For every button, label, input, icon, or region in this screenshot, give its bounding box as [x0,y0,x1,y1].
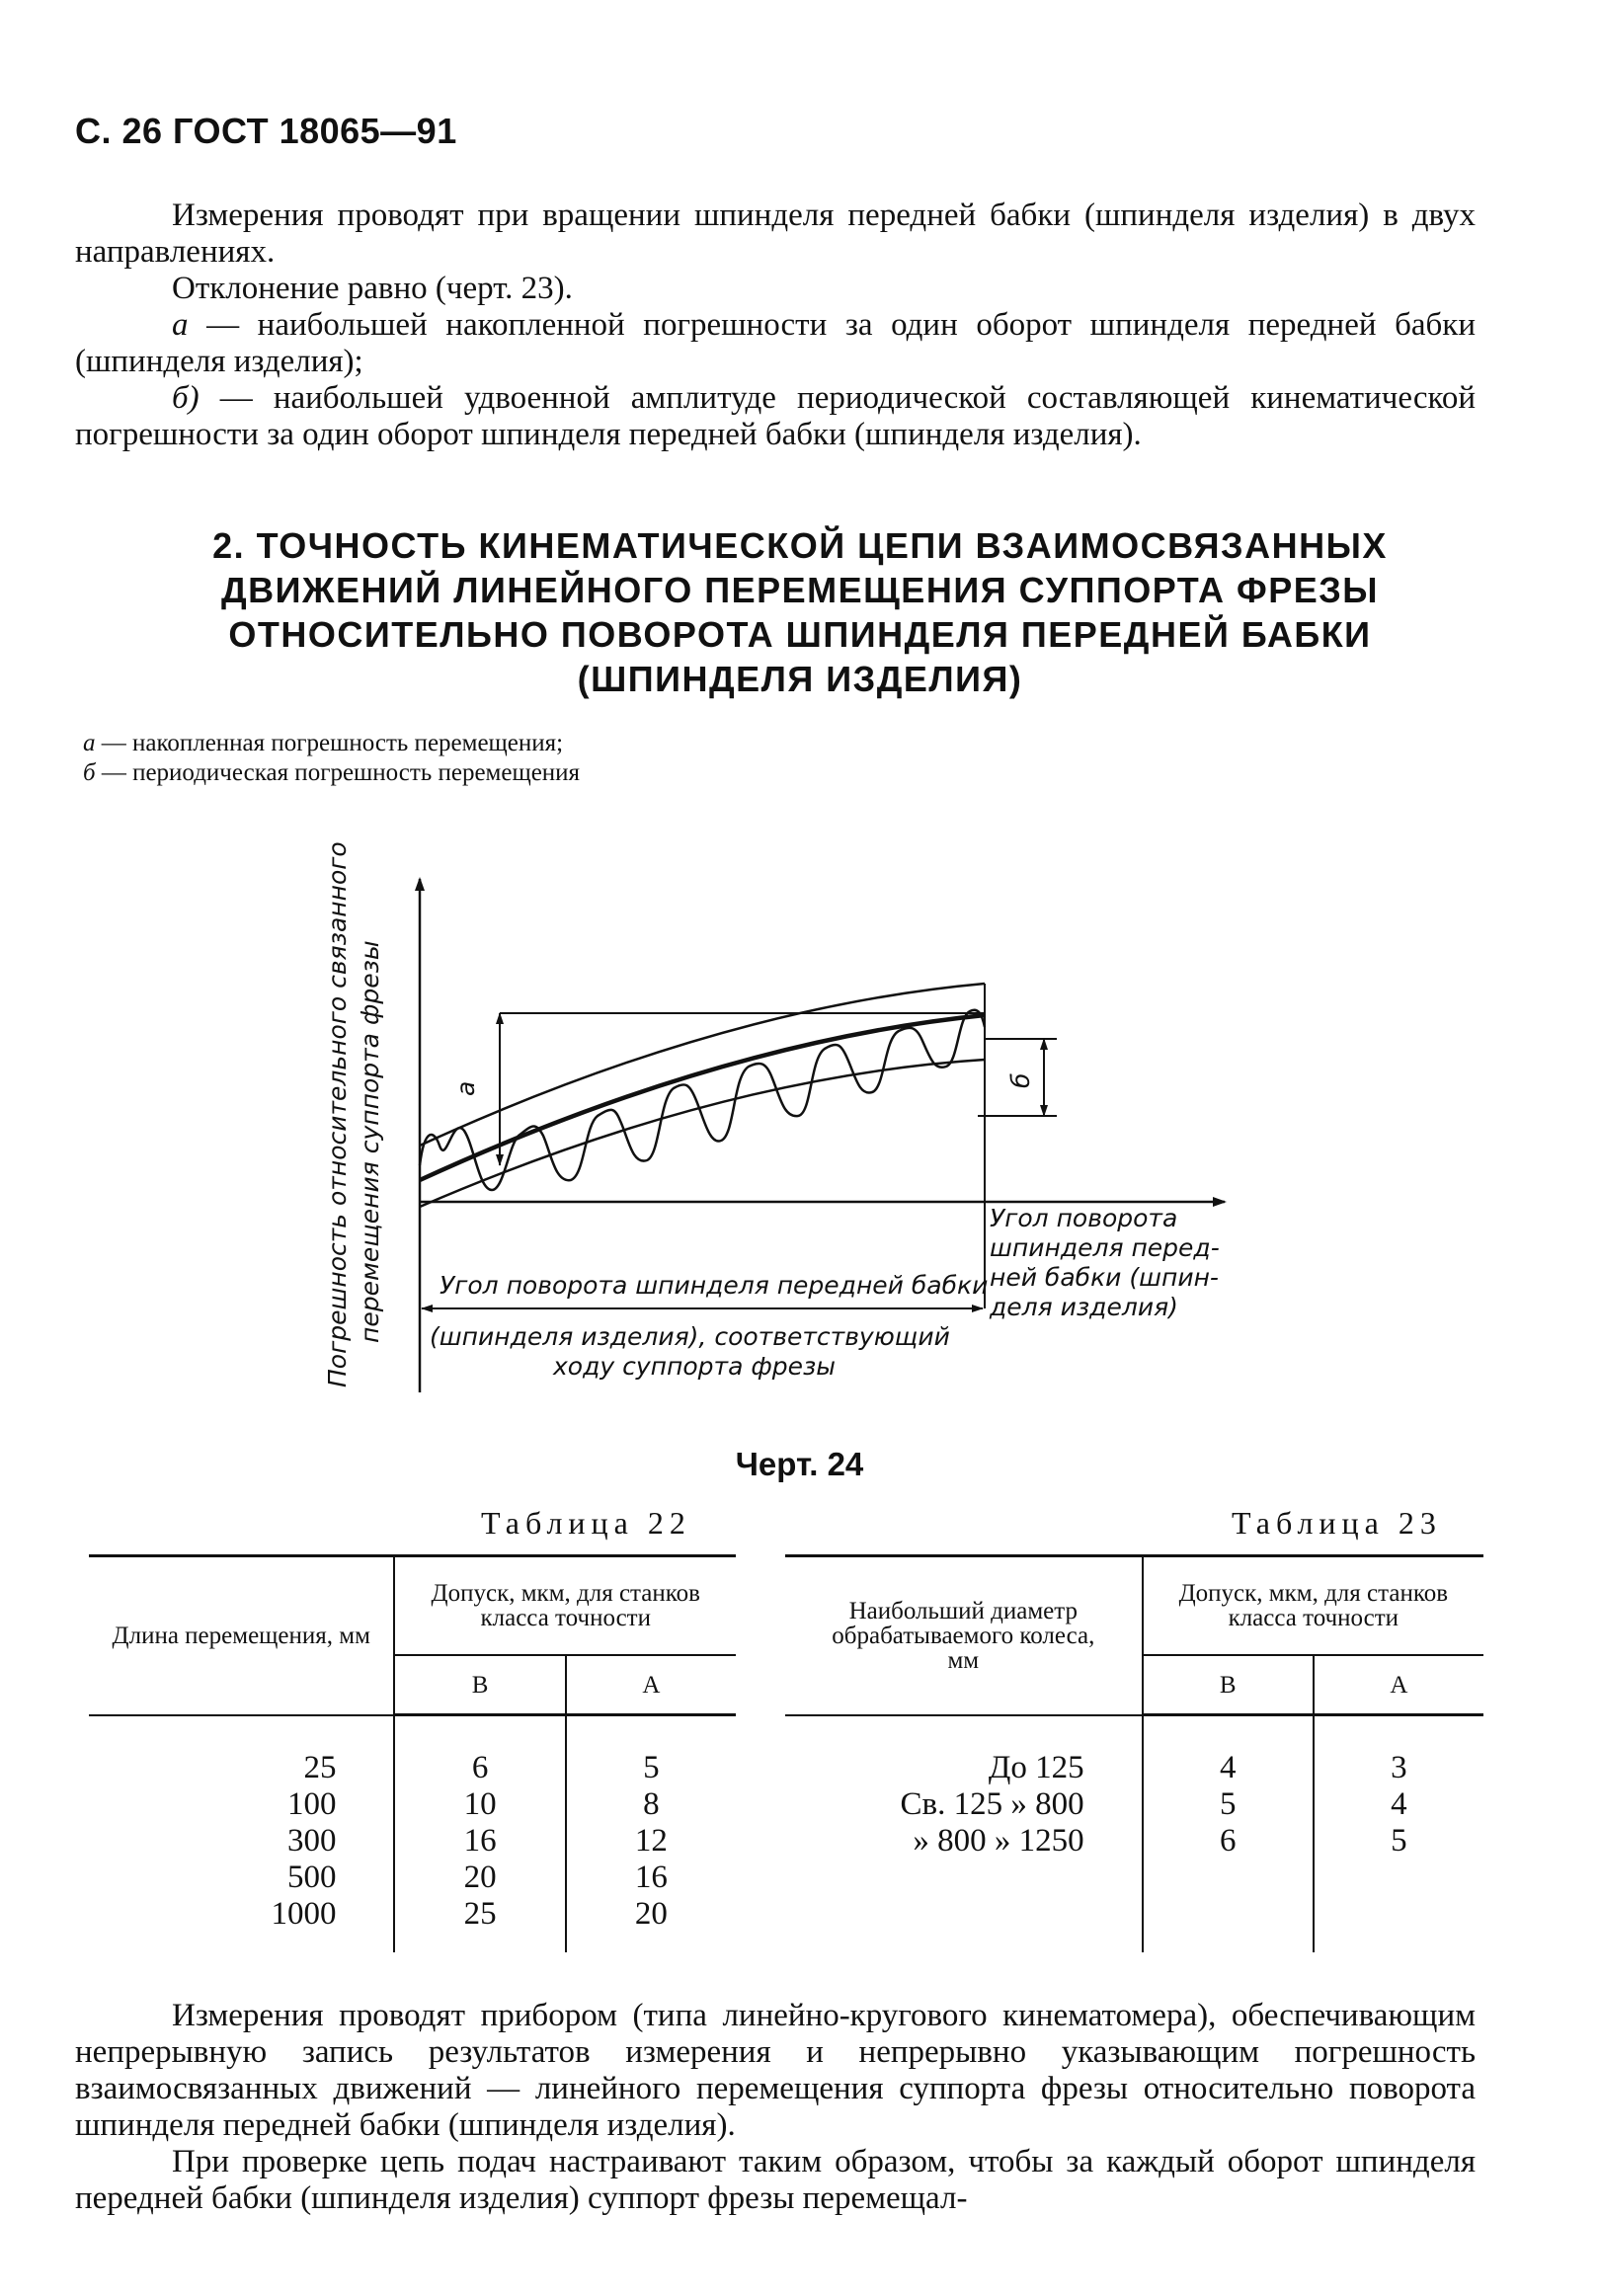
legend-b-text: — периодическая погрешность перемещения [95,759,581,786]
table-23 [785,1554,1483,1952]
legend-item-a [83,729,580,758]
table-22-class-b: В [394,1655,565,1715]
outro-paragraph-2: При проверке цепь подач настраивают таким образом, чтобы за каждый оборот шпинделя передней бабки (шпинделя изделия) суппорт фрезы перемещал- [75,2144,1476,2216]
table-22-class-a: А [566,1655,736,1715]
table-22-cell-class-a: 8 [566,1786,736,1823]
table-23-cell-empty [1143,1896,1314,1952]
table-22-cell-class-b: 6 [394,1715,565,1787]
table-row [89,1715,736,1787]
table-22 [89,1554,736,1952]
table-23-cell-class-b: 5 [1143,1786,1314,1823]
intro-paragraph-1: Измерения проводят при вращении шпинделя передней бабки (шпинделя изделия) в двух направлениях. [75,198,1476,270]
legend-item-b [83,758,580,788]
table-23-col-diameter-text: Наибольший диаметр обрабатываемого колеса, мм [832,1597,1095,1674]
section-heading-line-2: ДВИЖЕНИЙ ЛИНЕЙНОГО ПЕРЕМЕЩЕНИЯ СУППОРТА ФРЕЗЫ [220,570,1380,610]
table-22-cell-class-a: 20 [566,1896,736,1952]
table-23-cell-class-a: 3 [1314,1715,1483,1787]
table-22-cell-class-a: 16 [566,1860,736,1896]
table-23-cell-empty [785,1896,1143,1952]
outro-paragraph-1: Измерения проводят прибором (типа линейно-кругового кинематомера), обеспечивающим непрерывную запись результатов измерения и непрерывно указывающим погрешность взаимосвязанных движений — линейного перемещения суппорта фрезы относительно поворота шпинделя передней бабки (шпинделя изделия). [75,1998,1476,2143]
table-22-cell-length: 1000 [271,1896,337,1932]
table-row [89,1860,736,1896]
section-heading-line-1: 2. ТОЧНОСТЬ КИНЕМАТИЧЕСКОЙ ЦЕПИ ВЗАИМОСВЯЗАННЫХ [212,525,1388,566]
table-22-cell-class-a: 5 [566,1715,736,1787]
section-heading [119,523,1481,701]
table-22-body [89,1715,736,1953]
figure-caption: Черт. 24 [735,1446,864,1482]
table-23-class-a: А [1314,1655,1483,1715]
table-23-cell-diameter: До 125 [988,1749,1084,1785]
intro-paragraph-4 [75,380,1476,453]
table-23-class-b: В [1143,1655,1314,1715]
table-22-cell-length: 25 [303,1749,337,1785]
item-b-text: — наибольшей удвоенной амплитуде периодической составляющей кинематической погрешности за один оборот шпинделя передней бабки (шпинделя изделия). [75,380,1476,452]
table-22-cell-length: 300 [286,1823,337,1859]
outro-text [75,1998,1476,2217]
periodic-error-curve [420,1010,985,1190]
legend-a-text: — накопленная погрешность перемещения; [95,730,564,756]
table-row [89,1786,736,1823]
bottom-label-line-2: (шпинделя изделия), соответствующий [430,1322,950,1351]
table-23-cell-class-a: 4 [1314,1786,1483,1823]
table-22-group-header: Допуск, мкм, для станков класса точности [394,1556,736,1656]
table-row-empty [785,1896,1483,1952]
table-22-cell-class-b: 16 [394,1823,565,1860]
table-23-cell-class-a: 5 [1314,1823,1483,1860]
table-22-cell-length: 500 [286,1860,337,1895]
table-22-title: Таблица 22 [481,1505,691,1541]
bottom-label-line-3: ходу суппорта фрезы [553,1352,836,1381]
section-heading-line-4: (ШПИНДЕЛЯ ИЗДЕЛИЯ) [577,659,1023,699]
table-23-col-diameter [785,1556,1143,1715]
right-label-line-2: шпинделя перед- [990,1233,1220,1262]
table-23-body [785,1715,1483,1953]
item-a-marker: а [172,307,189,343]
intro-paragraph-3 [75,307,1476,380]
table-row [785,1823,1483,1860]
table-row [89,1896,736,1952]
table-23-title: Таблица 23 [1232,1505,1442,1541]
table-22-cell-class-a: 12 [566,1823,736,1860]
dimension-b-label: б [1006,1072,1035,1088]
table-22-cell-class-b: 10 [394,1786,565,1823]
table-row [785,1786,1483,1823]
table-23-cell-class-b: 6 [1143,1823,1314,1860]
bottom-label-line-1: Угол поворота шпинделя передней бабки [440,1271,989,1300]
legend-b-marker: б [83,759,96,786]
table-23-cell-diameter: Св. 125 » 800 [900,1786,1084,1822]
table-23-cell-empty [1143,1860,1314,1896]
legend-a-marker: а [83,730,96,756]
y-axis-label-line-2: перемещения суппорта фрезы [356,940,384,1343]
dimension-a-label: а [451,1080,480,1096]
table-row [785,1715,1483,1787]
table-22-cell-class-b: 20 [394,1860,565,1896]
table-22-cell-length: 100 [286,1786,337,1822]
y-axis-label-line-1: Погрешность относительного связанного [323,841,352,1387]
error-diagram [323,830,1235,1402]
table-23-cell-diameter: » 800 » 1250 [913,1823,1084,1859]
section-heading-line-3: ОТНОСИТЕЛЬНО ПОВОРОТА ШПИНДЕЛЯ ПЕРЕДНЕЙ БАБКИ [228,614,1372,655]
right-label-line-1: Угол поворота [990,1204,1178,1232]
table-23-cell-empty [1314,1896,1483,1952]
intro-text [75,198,1476,453]
item-b-marker: б) [172,380,200,416]
right-label-line-3: ней бабки (шпин- [990,1263,1219,1292]
intro-paragraph-2: Отклонение равно (черт. 23). [172,271,573,306]
table-23-cell-empty [785,1860,1143,1896]
table-23-group-header: Допуск, мкм, для станков класса точности [1143,1556,1483,1656]
table-22-cell-class-b: 25 [394,1896,565,1952]
table-23-cell-empty [1314,1860,1483,1896]
figure-legend [83,729,580,788]
lower-envelope [420,1060,985,1207]
table-row-empty [785,1860,1483,1896]
item-a-text: — наибольшей накопленной погрешности за один оборот шпинделя передней бабки (шпинделя изделия); [75,307,1476,379]
table-row [89,1823,736,1860]
upper-envelope [420,984,985,1146]
right-label-line-4: деля изделия) [990,1293,1178,1321]
page-header: С. 26 ГОСТ 18065—91 [75,111,457,151]
table-22-col-length: Длина перемещения, мм [89,1556,394,1715]
table-23-cell-class-b: 4 [1143,1715,1314,1787]
